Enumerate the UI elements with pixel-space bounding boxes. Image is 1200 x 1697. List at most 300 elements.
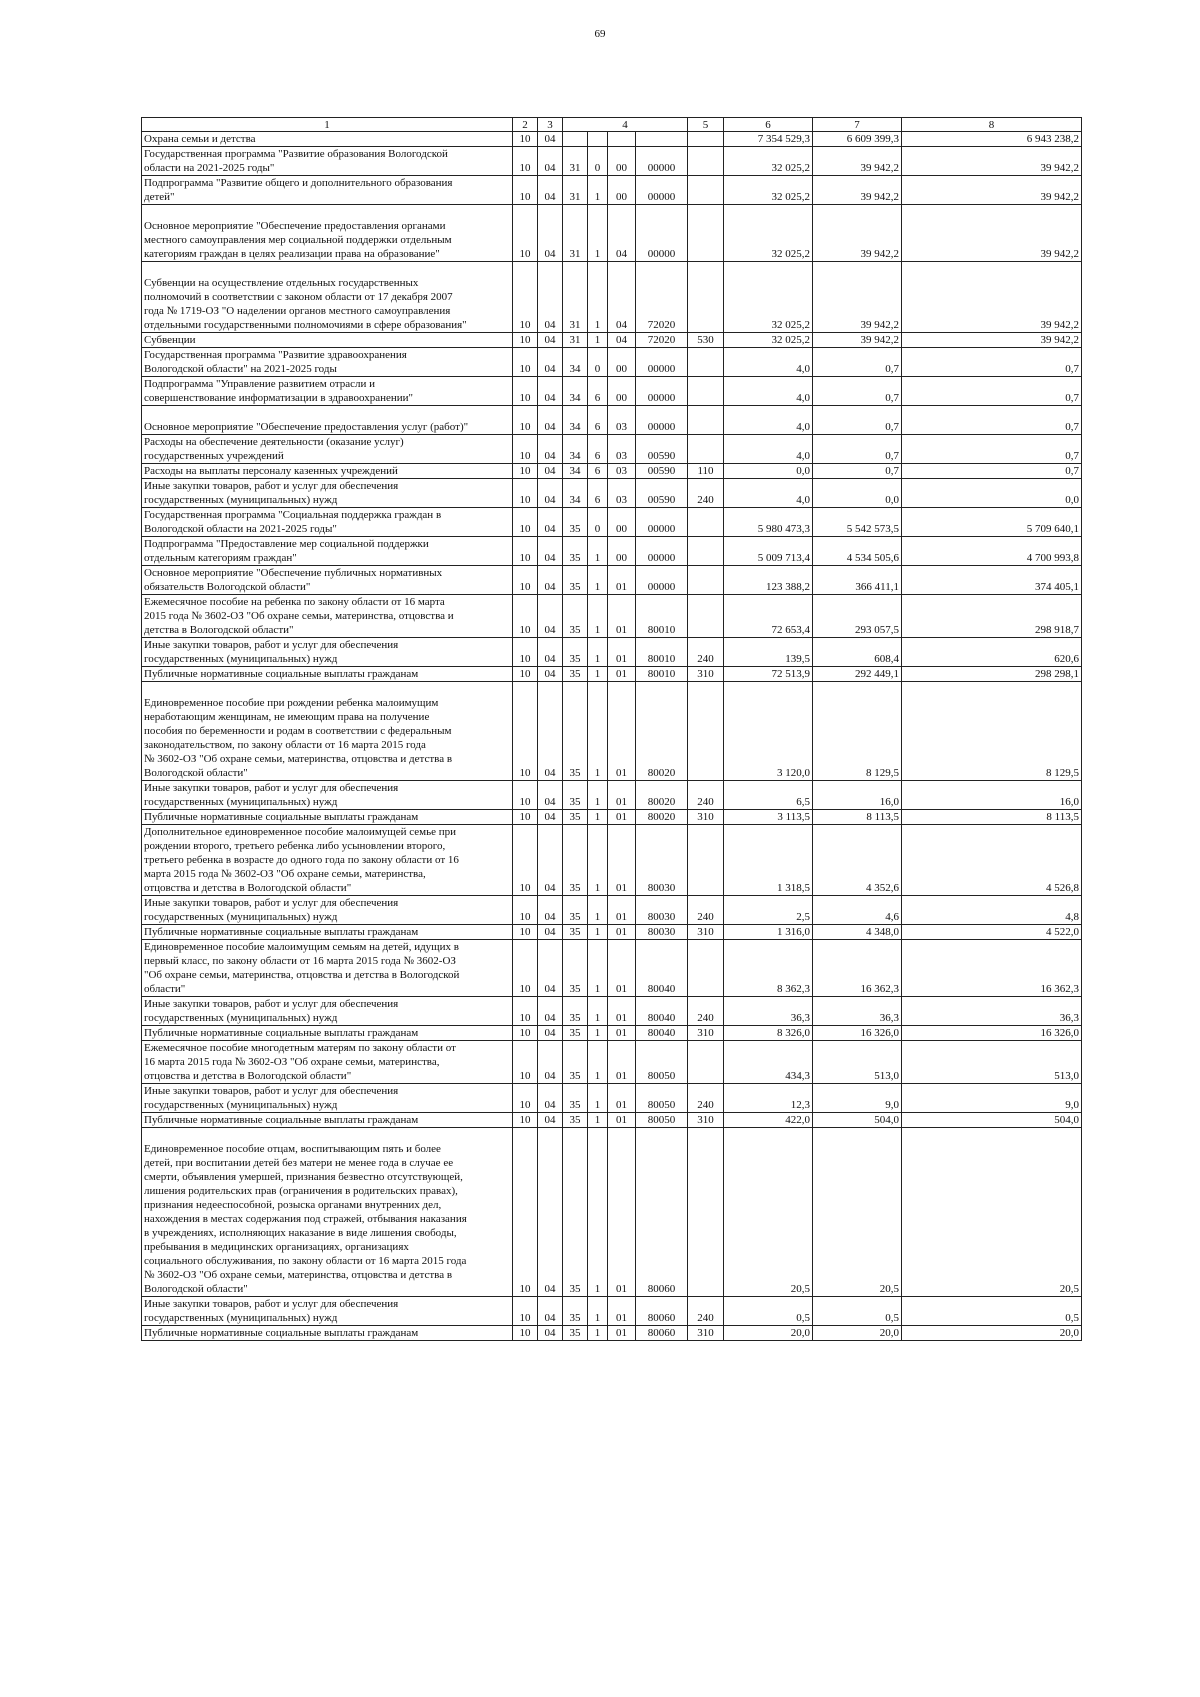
amount-col8-cell: 0,0 <box>902 479 1082 508</box>
section-cell: 10 <box>513 825 538 896</box>
subprogram-code-cell: 1 <box>588 1326 608 1341</box>
amount-col7-cell: 0,7 <box>813 377 902 406</box>
amount-col7-cell: 0,0 <box>813 479 902 508</box>
row-name-cell: Основное мероприятие "Обеспечение публичных нормативных обязательств Вологодской области" <box>142 566 513 595</box>
row-name-cell: Иные закупки товаров, работ и услуг для обеспечения государственных (муниципальных) нужд <box>142 896 513 925</box>
row-name-cell: Подпрограмма "Предоставление мер социальной поддержки отдельным категориям граждан" <box>142 537 513 566</box>
program-code-cell: 31 <box>563 147 588 176</box>
row-name-cell: Субвенции на осуществление отдельных государственных полномочий в соответствии с законом области от 17 декабря 2007 года № 1719-ОЗ "О наделении органов местного самоуправления отдельными государственными полномочиями в сфере образования" <box>142 262 513 333</box>
section-cell: 10 <box>513 667 538 682</box>
section-cell: 10 <box>513 508 538 537</box>
amount-col6-cell: 1 318,5 <box>724 825 813 896</box>
amount-col8-cell: 20,5 <box>902 1128 1082 1297</box>
row-name-cell: Публичные нормативные социальные выплаты гражданам <box>142 667 513 682</box>
subsection-cell: 04 <box>538 925 563 940</box>
subprogram-code-cell: 1 <box>588 1026 608 1041</box>
section-cell: 10 <box>513 479 538 508</box>
amount-col8-cell: 4 526,8 <box>902 825 1082 896</box>
table-row <box>142 176 1082 205</box>
subsection-cell: 04 <box>538 638 563 667</box>
amount-col8-cell: 0,7 <box>902 435 1082 464</box>
subsection-cell: 04 <box>538 508 563 537</box>
subprogram-code-cell: 6 <box>588 435 608 464</box>
expense-direction-code-cell <box>636 132 688 147</box>
subsection-cell: 04 <box>538 333 563 348</box>
program-code-cell: 35 <box>563 1026 588 1041</box>
program-code-cell: 31 <box>563 176 588 205</box>
amount-col7-cell: 292 449,1 <box>813 667 902 682</box>
amount-col7-cell: 513,0 <box>813 1041 902 1084</box>
table-row <box>142 566 1082 595</box>
section-cell: 10 <box>513 925 538 940</box>
section-cell: 10 <box>513 810 538 825</box>
expense-direction-code-cell: 80050 <box>636 1041 688 1084</box>
amount-col7-cell: 5 542 573,5 <box>813 508 902 537</box>
activity-code-cell: 01 <box>608 1326 636 1341</box>
subprogram-code-cell: 1 <box>588 997 608 1026</box>
subprogram-code-cell: 0 <box>588 348 608 377</box>
activity-code-cell: 01 <box>608 1084 636 1113</box>
amount-col6-cell: 6,5 <box>724 781 813 810</box>
activity-code-cell: 01 <box>608 925 636 940</box>
activity-code-cell: 00 <box>608 348 636 377</box>
subsection-cell: 04 <box>538 810 563 825</box>
subprogram-code-cell: 1 <box>588 537 608 566</box>
subsection-cell: 04 <box>538 205 563 262</box>
activity-code-cell: 01 <box>608 896 636 925</box>
amount-col7-cell: 20,5 <box>813 1128 902 1297</box>
table-row <box>142 435 1082 464</box>
amount-col6-cell: 7 354 529,3 <box>724 132 813 147</box>
table-row <box>142 925 1082 940</box>
section-cell: 10 <box>513 464 538 479</box>
amount-col8-cell: 6 943 238,2 <box>902 132 1082 147</box>
amount-col6-cell: 4,0 <box>724 479 813 508</box>
amount-col8-cell: 8 113,5 <box>902 810 1082 825</box>
row-name-cell: Иные закупки товаров, работ и услуг для обеспечения государственных (муниципальных) нужд <box>142 479 513 508</box>
activity-code-cell: 01 <box>608 566 636 595</box>
amount-col8-cell: 513,0 <box>902 1041 1082 1084</box>
subsection-cell: 04 <box>538 537 563 566</box>
expense-direction-code-cell: 00000 <box>636 348 688 377</box>
table-row <box>142 997 1082 1026</box>
amount-col7-cell: 39 942,2 <box>813 176 902 205</box>
activity-code-cell: 01 <box>608 940 636 997</box>
subsection-cell: 04 <box>538 566 563 595</box>
activity-code-cell: 01 <box>608 595 636 638</box>
expense-type-cell <box>688 435 724 464</box>
program-code-cell: 35 <box>563 781 588 810</box>
subsection-cell: 04 <box>538 464 563 479</box>
amount-col6-cell: 32 025,2 <box>724 205 813 262</box>
expense-direction-code-cell: 00000 <box>636 205 688 262</box>
amount-col7-cell: 4 534 505,6 <box>813 537 902 566</box>
subsection-cell: 04 <box>538 1326 563 1341</box>
expense-type-cell: 110 <box>688 464 724 479</box>
activity-code-cell: 01 <box>608 1026 636 1041</box>
expense-direction-code-cell: 80040 <box>636 1026 688 1041</box>
program-code-cell: 35 <box>563 1297 588 1326</box>
subsection-cell: 04 <box>538 781 563 810</box>
subsection-cell: 04 <box>538 479 563 508</box>
expense-type-cell <box>688 1128 724 1297</box>
table-row <box>142 508 1082 537</box>
section-cell: 10 <box>513 682 538 781</box>
amount-col8-cell: 39 942,2 <box>902 176 1082 205</box>
amount-col8-cell: 0,7 <box>902 406 1082 435</box>
expense-direction-code-cell: 00590 <box>636 479 688 508</box>
amount-col8-cell: 0,7 <box>902 377 1082 406</box>
subsection-cell: 04 <box>538 1297 563 1326</box>
activity-code-cell: 04 <box>608 262 636 333</box>
program-code-cell: 35 <box>563 940 588 997</box>
amount-col8-cell: 9,0 <box>902 1084 1082 1113</box>
subprogram-code-cell: 1 <box>588 925 608 940</box>
amount-col7-cell: 39 942,2 <box>813 333 902 348</box>
expense-type-cell: 240 <box>688 1084 724 1113</box>
subsection-cell: 04 <box>538 997 563 1026</box>
section-cell: 10 <box>513 333 538 348</box>
subprogram-code-cell: 1 <box>588 176 608 205</box>
expense-type-cell: 310 <box>688 1113 724 1128</box>
expense-direction-code-cell: 80020 <box>636 682 688 781</box>
expense-direction-code-cell: 80020 <box>636 810 688 825</box>
activity-code-cell <box>608 132 636 147</box>
amount-col6-cell: 3 113,5 <box>724 810 813 825</box>
amount-col7-cell: 4,6 <box>813 896 902 925</box>
section-cell: 10 <box>513 147 538 176</box>
table-row <box>142 1026 1082 1041</box>
row-name-cell: Иные закупки товаров, работ и услуг для обеспечения государственных (муниципальных) нужд <box>142 1084 513 1113</box>
amount-col8-cell: 298 298,1 <box>902 667 1082 682</box>
row-name-cell: Ежемесячное пособие на ребенка по закону области от 16 марта 2015 года № 3602-ОЗ "Об охране семьи, материнства, отцовства и детства в Вологодской области" <box>142 595 513 638</box>
amount-col8-cell: 0,7 <box>902 464 1082 479</box>
expense-direction-code-cell: 80030 <box>636 925 688 940</box>
column-number-row <box>142 118 1082 132</box>
col-header-8: 8 <box>902 118 1082 132</box>
table-row <box>142 464 1082 479</box>
amount-col8-cell: 4 522,0 <box>902 925 1082 940</box>
expense-type-cell <box>688 348 724 377</box>
row-name-cell: Ежемесячное пособие многодетным матерям по закону области от 16 марта 2015 года № 3602-ОЗ "Об охране семьи, материнства, отцовства и детства в Вологодской области" <box>142 1041 513 1084</box>
activity-code-cell: 01 <box>608 810 636 825</box>
expense-direction-code-cell: 80040 <box>636 940 688 997</box>
row-name-cell: Субвенции <box>142 333 513 348</box>
expense-type-cell <box>688 176 724 205</box>
expense-direction-code-cell: 80060 <box>636 1128 688 1297</box>
subprogram-code-cell: 1 <box>588 825 608 896</box>
table-row <box>142 406 1082 435</box>
amount-col7-cell: 39 942,2 <box>813 147 902 176</box>
subsection-cell: 04 <box>538 595 563 638</box>
col-header-3: 3 <box>538 118 563 132</box>
subprogram-code-cell: 6 <box>588 377 608 406</box>
amount-col7-cell: 39 942,2 <box>813 205 902 262</box>
amount-col8-cell: 36,3 <box>902 997 1082 1026</box>
section-cell: 10 <box>513 997 538 1026</box>
expense-direction-code-cell: 80060 <box>636 1297 688 1326</box>
table-row <box>142 1041 1082 1084</box>
expense-type-cell <box>688 508 724 537</box>
expense-type-cell <box>688 537 724 566</box>
activity-code-cell: 03 <box>608 406 636 435</box>
expense-type-cell <box>688 595 724 638</box>
amount-col6-cell: 72 513,9 <box>724 667 813 682</box>
program-code-cell: 35 <box>563 508 588 537</box>
table-row <box>142 940 1082 997</box>
amount-col8-cell: 16 362,3 <box>902 940 1082 997</box>
section-cell: 10 <box>513 781 538 810</box>
program-code-cell: 34 <box>563 464 588 479</box>
amount-col6-cell: 3 120,0 <box>724 682 813 781</box>
table-row <box>142 348 1082 377</box>
amount-col7-cell: 366 411,1 <box>813 566 902 595</box>
amount-col7-cell: 9,0 <box>813 1084 902 1113</box>
amount-col6-cell: 32 025,2 <box>724 262 813 333</box>
row-name-cell: Публичные нормативные социальные выплаты гражданам <box>142 1326 513 1341</box>
amount-col7-cell: 4 352,6 <box>813 825 902 896</box>
row-name-cell: Государственная программа "Развитие образования Вологодской области на 2021-2025 годы" <box>142 147 513 176</box>
row-name-cell: Основное мероприятие "Обеспечение предоставления услуг (работ)" <box>142 406 513 435</box>
table-row <box>142 147 1082 176</box>
expense-direction-code-cell: 00000 <box>636 406 688 435</box>
amount-col6-cell: 434,3 <box>724 1041 813 1084</box>
section-cell: 10 <box>513 1084 538 1113</box>
program-code-cell: 35 <box>563 682 588 781</box>
amount-col6-cell: 0,0 <box>724 464 813 479</box>
expense-type-cell <box>688 566 724 595</box>
subprogram-code-cell: 1 <box>588 682 608 781</box>
program-code-cell: 31 <box>563 205 588 262</box>
amount-col8-cell: 4,8 <box>902 896 1082 925</box>
section-cell: 10 <box>513 537 538 566</box>
expense-direction-code-cell: 00000 <box>636 176 688 205</box>
program-code-cell: 35 <box>563 638 588 667</box>
table-row <box>142 1084 1082 1113</box>
section-cell: 10 <box>513 406 538 435</box>
subsection-cell: 04 <box>538 896 563 925</box>
amount-col7-cell: 6 609 399,3 <box>813 132 902 147</box>
activity-code-cell: 00 <box>608 508 636 537</box>
expense-type-cell: 310 <box>688 925 724 940</box>
table-row <box>142 1113 1082 1128</box>
program-code-cell: 34 <box>563 479 588 508</box>
section-cell: 10 <box>513 1026 538 1041</box>
amount-col8-cell: 16 326,0 <box>902 1026 1082 1041</box>
subprogram-code-cell: 1 <box>588 1113 608 1128</box>
expense-direction-code-cell: 80010 <box>636 667 688 682</box>
expense-direction-code-cell: 80030 <box>636 825 688 896</box>
expense-direction-code-cell: 72020 <box>636 333 688 348</box>
activity-code-cell: 03 <box>608 479 636 508</box>
expense-type-cell: 310 <box>688 1326 724 1341</box>
activity-code-cell: 01 <box>608 638 636 667</box>
section-cell: 10 <box>513 377 538 406</box>
subprogram-code-cell <box>588 132 608 147</box>
expense-direction-code-cell: 72020 <box>636 262 688 333</box>
row-name-cell: Единовременное пособие отцам, воспитывающим пять и более детей, при воспитании детей без матери не менее года в случае ее смерти, объявления умершей, признания безвестно отсутствующей, лишения родительских прав (ограничения в родительских правах), признания недееспособной, розыска органами внутренних дел, нахождения в местах содержания под стражей, отбывания наказания в учреждениях, исполняющих наказание в виде лишения свободы, пребывания в медицинских организациях, организациях социального обслуживания, по закону области от 16 марта 2015 года № 3602-ОЗ "Об охране семьи, материнства, отцовства и детства в Вологодской области" <box>142 1128 513 1297</box>
amount-col6-cell: 4,0 <box>724 406 813 435</box>
expense-type-cell: 310 <box>688 810 724 825</box>
table-row <box>142 132 1082 147</box>
subsection-cell: 04 <box>538 825 563 896</box>
amount-col7-cell: 16,0 <box>813 781 902 810</box>
subsection-cell: 04 <box>538 262 563 333</box>
amount-col7-cell: 16 326,0 <box>813 1026 902 1041</box>
amount-col6-cell: 4,0 <box>724 435 813 464</box>
amount-col8-cell: 0,5 <box>902 1297 1082 1326</box>
subsection-cell: 04 <box>538 435 563 464</box>
row-name-cell: Подпрограмма "Развитие общего и дополнительного образования детей" <box>142 176 513 205</box>
activity-code-cell: 01 <box>608 997 636 1026</box>
row-name-cell: Дополнительное единовременное пособие малоимущей семье при рождении второго, третьего ребенка либо усыновлении второго, третьего ребенка в возрасте до одного года по закону области от 16 марта 2015 года № 3602-ОЗ "Об охране семьи, материнства, отцовства и детства в Вологодской области" <box>142 825 513 896</box>
activity-code-cell: 01 <box>608 1128 636 1297</box>
expense-direction-code-cell: 00590 <box>636 464 688 479</box>
activity-code-cell: 04 <box>608 205 636 262</box>
amount-col7-cell: 39 942,2 <box>813 262 902 333</box>
amount-col7-cell: 8 129,5 <box>813 682 902 781</box>
section-cell: 10 <box>513 205 538 262</box>
amount-col8-cell: 39 942,2 <box>902 205 1082 262</box>
expense-type-cell <box>688 940 724 997</box>
amount-col6-cell: 5 980 473,3 <box>724 508 813 537</box>
amount-col8-cell: 0,7 <box>902 348 1082 377</box>
program-code-cell: 34 <box>563 435 588 464</box>
amount-col8-cell: 39 942,2 <box>902 333 1082 348</box>
table-row <box>142 682 1082 781</box>
amount-col7-cell: 20,0 <box>813 1326 902 1341</box>
program-code-cell: 35 <box>563 1113 588 1128</box>
subprogram-code-cell: 1 <box>588 205 608 262</box>
expense-direction-code-cell: 00000 <box>636 508 688 537</box>
table-row <box>142 205 1082 262</box>
expense-direction-code-cell: 80060 <box>636 1326 688 1341</box>
table-row <box>142 1297 1082 1326</box>
row-name-cell: Расходы на обеспечение деятельности (оказание услуг) государственных учреждений <box>142 435 513 464</box>
program-code-cell: 35 <box>563 825 588 896</box>
subprogram-code-cell: 1 <box>588 1128 608 1297</box>
activity-code-cell: 01 <box>608 667 636 682</box>
row-name-cell: Иные закупки товаров, работ и услуг для обеспечения государственных (муниципальных) нужд <box>142 1297 513 1326</box>
col-header-2: 2 <box>513 118 538 132</box>
subsection-cell: 04 <box>538 667 563 682</box>
activity-code-cell: 04 <box>608 333 636 348</box>
program-code-cell <box>563 132 588 147</box>
expense-direction-code-cell: 80030 <box>636 896 688 925</box>
table-row <box>142 638 1082 667</box>
subprogram-code-cell: 1 <box>588 595 608 638</box>
program-code-cell: 35 <box>563 595 588 638</box>
row-name-cell: Государственная программа "Социальная поддержка граждан в Вологодской области на 2021-2025 годы" <box>142 508 513 537</box>
table-row <box>142 333 1082 348</box>
expense-direction-code-cell: 80050 <box>636 1113 688 1128</box>
amount-col6-cell: 5 009 713,4 <box>724 537 813 566</box>
amount-col6-cell: 4,0 <box>724 348 813 377</box>
expense-direction-code-cell: 80010 <box>636 638 688 667</box>
expense-direction-code-cell: 00000 <box>636 537 688 566</box>
expense-direction-code-cell: 80020 <box>636 781 688 810</box>
section-cell: 10 <box>513 1297 538 1326</box>
col-header-1: 1 <box>142 118 513 132</box>
table-row <box>142 825 1082 896</box>
subprogram-code-cell: 1 <box>588 896 608 925</box>
expense-type-cell: 530 <box>688 333 724 348</box>
section-cell: 10 <box>513 176 538 205</box>
program-code-cell: 34 <box>563 348 588 377</box>
program-code-cell: 35 <box>563 1084 588 1113</box>
col-header-6: 6 <box>724 118 813 132</box>
subsection-cell: 04 <box>538 147 563 176</box>
program-code-cell: 34 <box>563 377 588 406</box>
budget-table-container <box>141 117 1081 1341</box>
section-cell: 10 <box>513 348 538 377</box>
subprogram-code-cell: 1 <box>588 566 608 595</box>
section-cell: 10 <box>513 896 538 925</box>
subprogram-code-cell: 1 <box>588 1084 608 1113</box>
subprogram-code-cell: 0 <box>588 147 608 176</box>
section-cell: 10 <box>513 1128 538 1297</box>
amount-col8-cell: 8 129,5 <box>902 682 1082 781</box>
activity-code-cell: 01 <box>608 1297 636 1326</box>
expense-type-cell <box>688 132 724 147</box>
program-code-cell: 35 <box>563 1128 588 1297</box>
amount-col6-cell: 72 653,4 <box>724 595 813 638</box>
subprogram-code-cell: 1 <box>588 940 608 997</box>
amount-col6-cell: 20,0 <box>724 1326 813 1341</box>
section-cell: 10 <box>513 638 538 667</box>
amount-col8-cell: 620,6 <box>902 638 1082 667</box>
table-row <box>142 781 1082 810</box>
row-name-cell: Публичные нормативные социальные выплаты гражданам <box>142 810 513 825</box>
amount-col6-cell: 2,5 <box>724 896 813 925</box>
activity-code-cell: 00 <box>608 176 636 205</box>
amount-col8-cell: 16,0 <box>902 781 1082 810</box>
amount-col8-cell: 5 709 640,1 <box>902 508 1082 537</box>
amount-col8-cell: 39 942,2 <box>902 262 1082 333</box>
expense-type-cell <box>688 205 724 262</box>
expense-type-cell: 240 <box>688 896 724 925</box>
program-code-cell: 35 <box>563 1326 588 1341</box>
subsection-cell: 04 <box>538 940 563 997</box>
activity-code-cell: 01 <box>608 825 636 896</box>
subprogram-code-cell: 1 <box>588 262 608 333</box>
section-cell: 10 <box>513 435 538 464</box>
expense-type-cell <box>688 825 724 896</box>
subsection-cell: 04 <box>538 176 563 205</box>
activity-code-cell: 01 <box>608 781 636 810</box>
amount-col6-cell: 32 025,2 <box>724 176 813 205</box>
expense-direction-code-cell: 80010 <box>636 595 688 638</box>
subsection-cell: 04 <box>538 348 563 377</box>
amount-col8-cell: 374 405,1 <box>902 566 1082 595</box>
table-row <box>142 896 1082 925</box>
amount-col8-cell: 298 918,7 <box>902 595 1082 638</box>
subsection-cell: 04 <box>538 132 563 147</box>
table-row <box>142 479 1082 508</box>
amount-col6-cell: 422,0 <box>724 1113 813 1128</box>
table-row <box>142 1326 1082 1341</box>
program-code-cell: 35 <box>563 810 588 825</box>
subsection-cell: 04 <box>538 377 563 406</box>
expense-type-cell <box>688 377 724 406</box>
expense-direction-code-cell: 80040 <box>636 997 688 1026</box>
table-row <box>142 262 1082 333</box>
row-name-cell: Иные закупки товаров, работ и услуг для обеспечения государственных (муниципальных) нужд <box>142 997 513 1026</box>
row-name-cell: Публичные нормативные социальные выплаты гражданам <box>142 1026 513 1041</box>
expense-direction-code-cell: 00000 <box>636 566 688 595</box>
subprogram-code-cell: 0 <box>588 508 608 537</box>
row-name-cell: Государственная программа "Развитие здравоохранения Вологодской области" на 2021-2025 годы <box>142 348 513 377</box>
